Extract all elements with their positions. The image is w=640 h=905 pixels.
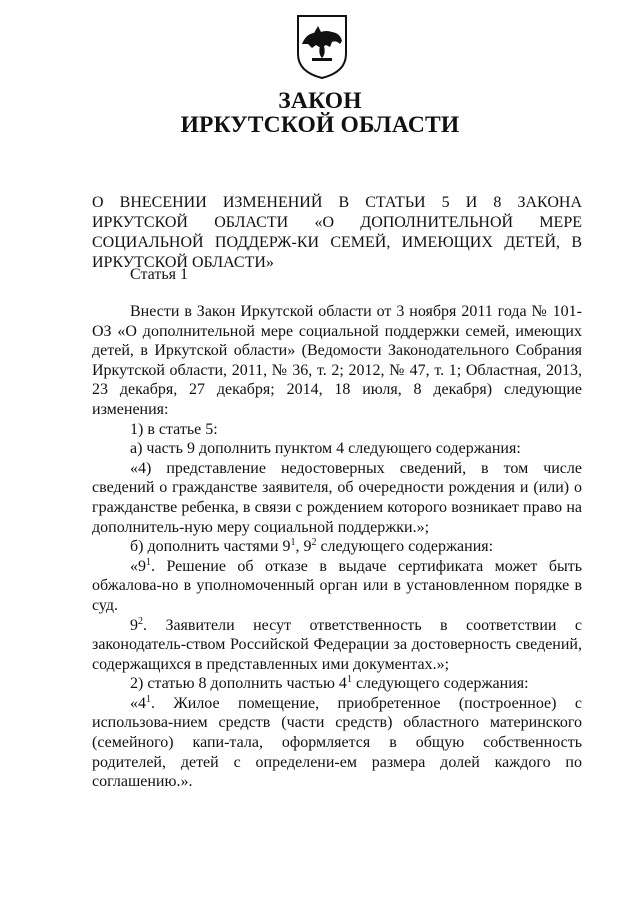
paragraph: «$9^1$. Решение об отказе в выдаче сертификата может быть обжалова-но в уполномоченный орган или в установленном порядке в суд. (92, 556, 582, 614)
paragraph: а) часть 9 дополнить пунктом 4 следующего содержания: (130, 440, 521, 458)
paragraph: 2) статью 8 дополнить частью $4^1$ следующего содержания: (130, 674, 529, 693)
article-heading: Статья 1 (130, 266, 188, 283)
paragraph: 1) в статье 5: (130, 420, 218, 438)
law-body (92, 302, 582, 792)
paragraph: «$4^1$. Жилое помещение, приобретенное (построенное) с использова-нием средств (части средств) областного материнского (семейного) капи-тала, оформляется в общую собственность родителей, детей с определени-ем размера долей каждого по соглашению.». (92, 693, 582, 791)
region-title: ИРКУТСКОЙ ОБЛАСТИ (180, 112, 460, 138)
paragraph: Внести в Закон Иркутской области от 3 ноября 2011 года № 101-ОЗ «О дополнительной мере социальной поддержки семей, имеющих детей, в Иркутской области» (Ведомости Законодательного Собрания Иркутской области, 2011, № 36, т. 2; 2012, № 47, т. 1; Областная, 2013, 23 декабря, 27 декабря; 2014, 18 июля, 8 декабря) следующие изменения: (92, 303, 582, 418)
law-title: ЗАКОН (278, 88, 362, 114)
paragraph: б) дополнить частями $9^1$, $9^2$ следующего содержания: (130, 537, 494, 556)
law-subtitle: О ВНЕСЕНИИ ИЗМЕНЕНИЙ В СТАТЬИ 5 И 8 ЗАКОНА ИРКУТСКОЙ ОБЛАСТИ «О ДОПОЛНИТЕЛЬНОЙ МЕРЕ СОЦИАЛЬНОЙ ПОДДЕРЖ-КИ СЕМЕЙ, ИМЕЮЩИХ ДЕТЕЙ, В ИРКУТСКОЙ ОБЛАСТИ» (92, 194, 582, 271)
paragraph: $9^2$. Заявители несут ответственность в соответствии с законодатель-ством Российской Федерации за достоверность сведений, содержащихся в представленных ими документах.»; (92, 615, 582, 673)
paragraph: «4) представление недостоверных сведений, в том числе сведений о гражданстве заявителя, об очередности рождения и (или) о гражданстве ребенка, в связи с рождением которого возникает право на дополнитель-ную меру социальной поддержки.»; (92, 459, 582, 536)
coat-of-arms-emblem (296, 14, 348, 80)
